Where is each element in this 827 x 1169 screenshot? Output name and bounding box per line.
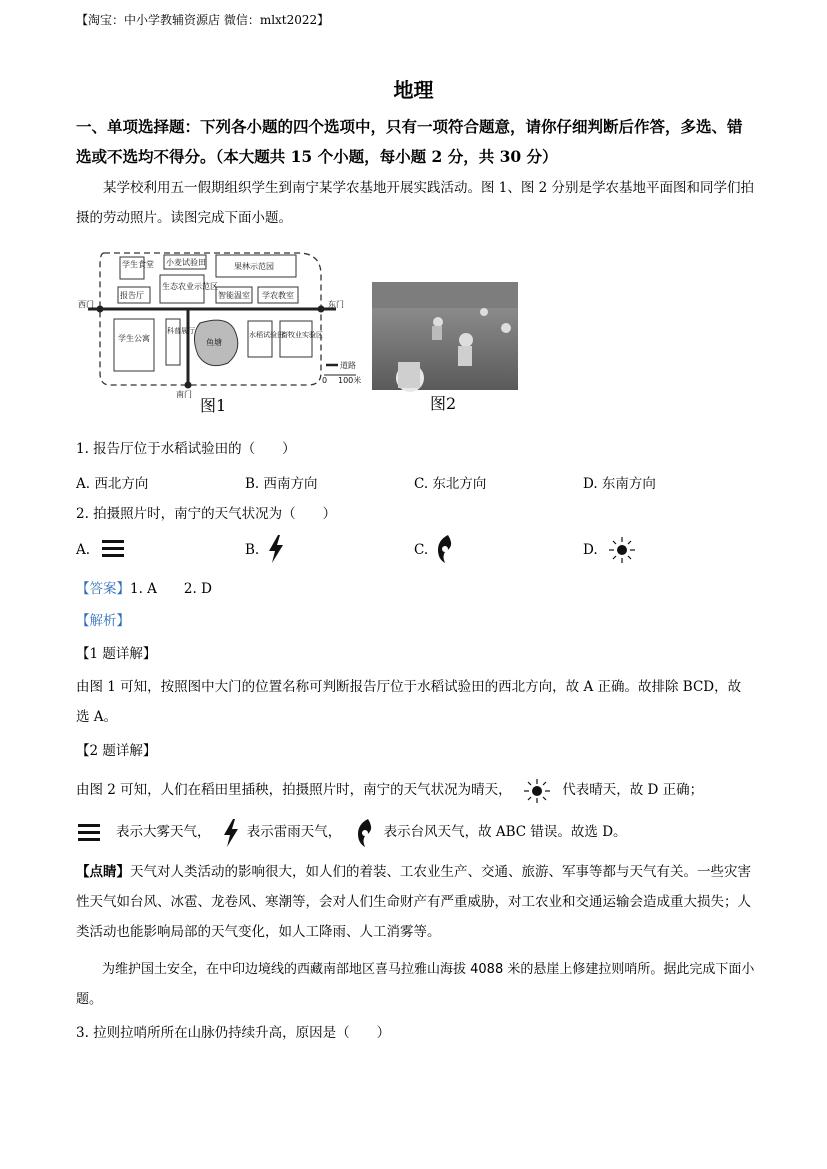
answer-text: 1. A 2. D [130,581,212,597]
tip-text: 天气对人类活动的影响很大，如人们的着装、工农业生产、交通、旅游、军事等都与天气有关。一些灾害性天气如台风、冰雹、龙卷风、寒潮等，会对人们生命财产有严重威胁，对工农业和交通运输会造成重大损失；人类活动也能影响局部的天气变化，如人工降雨、人工消雾等。 [76,864,751,940]
q2-option-b: B. [245,542,260,558]
detail-2-text-b: 代表晴天，故 D 正确； [562,782,704,798]
q1-option-c: C. 东北方向 [414,476,487,492]
livestock-box [280,321,312,357]
sunny-icon [607,536,637,564]
answer-tag: 【答案】 [76,581,130,597]
map-label-orchard: 果林示范园 [234,262,274,271]
map-label-scale-100: 100米 [338,376,362,385]
q1-option-a: A. 西北方向 [76,476,149,492]
intro-2-paragraph: 为维护国土安全，在中印边境线的西藏南部地区喜马拉雅山海拔 4088 米的悬崖上修建拉则哨所。据此完成下面小题。 [76,962,755,1007]
detail-2-text-d: 表示雷雨天气， [246,824,342,840]
detail-2-line-1 [76,775,756,805]
detail-2-title: 【2 题详解】 [76,743,157,759]
sunny-icon [522,778,552,804]
dorm-box [114,319,154,371]
figure1-caption: 图1 [200,396,227,415]
base-map-figure [76,245,366,417]
fog-icon [100,538,126,560]
field-photo [372,282,520,412]
q1-option-b: B. 西南方向 [245,476,318,492]
detail-1-text: 由图 1 可知，按照图中大门的位置名称可判断报告厅位于水稻试验田的西北方向，故 A 正确。故排除 BCD，故选 A。 [76,679,742,725]
section-heading: 一、单项选择题：下列各小题的四个选项中，只有一项符合题意，请你仔细判断后作答，多选、错选或不选均不得分。（本大题共 15 个小题，每小题 2 分，共 30 分） [76,117,743,166]
analysis-tag: 【解析】 [76,613,130,629]
east-gate-dot [318,306,325,313]
map-label-rice: 水稻试验田 [249,331,284,339]
map-label-eco: 生态农业示范区 [162,282,218,291]
rice-box [248,321,272,357]
thunder-icon [221,818,241,848]
map-label-road: 道路 [340,361,356,370]
q2-option-a: A. [76,542,91,558]
q2-option-c: C. [414,542,429,558]
q2-option-d: D. [583,542,598,558]
detail-1-title: 【1 题详解】 [76,646,157,662]
q1-option-d: D. 东南方向 [583,476,656,492]
page-title: 地理 [393,78,434,102]
map-label-hall: 报告厅 [120,291,144,300]
map-label-canteen: 学生食堂 [122,260,154,269]
question-1-stem: 1. 报告厅位于水稻试验田的（ ） [76,441,296,457]
detail-2-line-2 [76,817,776,848]
answer-line [76,574,756,604]
tip-tag: 【点睛】 [76,864,130,880]
map-label-dorm: 学生公寓 [118,334,150,343]
map-label-wheat: 小麦试验田 [166,258,206,267]
map-label-science: 科普展厅 [167,327,195,335]
map-label-scale-0: 0 [322,376,328,385]
question-3-stem: 3. 拉则拉哨所所在山脉仍持续升高，原因是（ ） [76,1025,391,1041]
detail-2-text-c: 表示大雾天气， [116,824,211,840]
detail-2-text-a: 由图 2 可知，人们在稻田里插秧，拍摄照片时，南宁的天气状况为晴天， [76,782,512,798]
map-label-east-gate: 东门 [328,300,344,309]
south-gate-dot [185,382,192,389]
map-label-smart: 智能温室 [218,291,250,300]
thunder-icon [266,534,286,564]
figure2-caption: 图2 [430,394,457,412]
map-label-south-gate: 南门 [176,390,192,399]
map-label-west-gate: 西门 [78,300,94,309]
west-gate-dot [97,306,104,313]
tip-paragraph [76,857,752,947]
map-label-livestock: 畜牧业实验区 [281,331,323,339]
typhoon-icon [354,818,376,848]
map-label-classroom: 学农教室 [262,291,294,300]
map-label-pond: 鱼塘 [206,338,222,347]
fog-icon [76,822,102,844]
typhoon-icon [434,534,456,564]
question-2-stem: 2. 拍摄照片时，南宁的天气状况为（ ） [76,506,337,522]
detail-2-text-e: 表示台风天气，故 ABC 错误。故选 D。 [383,824,627,840]
science-box [166,319,180,365]
intro-paragraph: 某学校利用五一假期组织学生到南宁某学农基地开展实践活动。图 1、图 2 分别是学农基地平面图和同学们拍摄的劳动照片。读图完成下面小题。 [76,180,755,226]
page-header: 【淘宝：中小学教辅资源店 微信：mlxt2022】 [76,13,330,27]
